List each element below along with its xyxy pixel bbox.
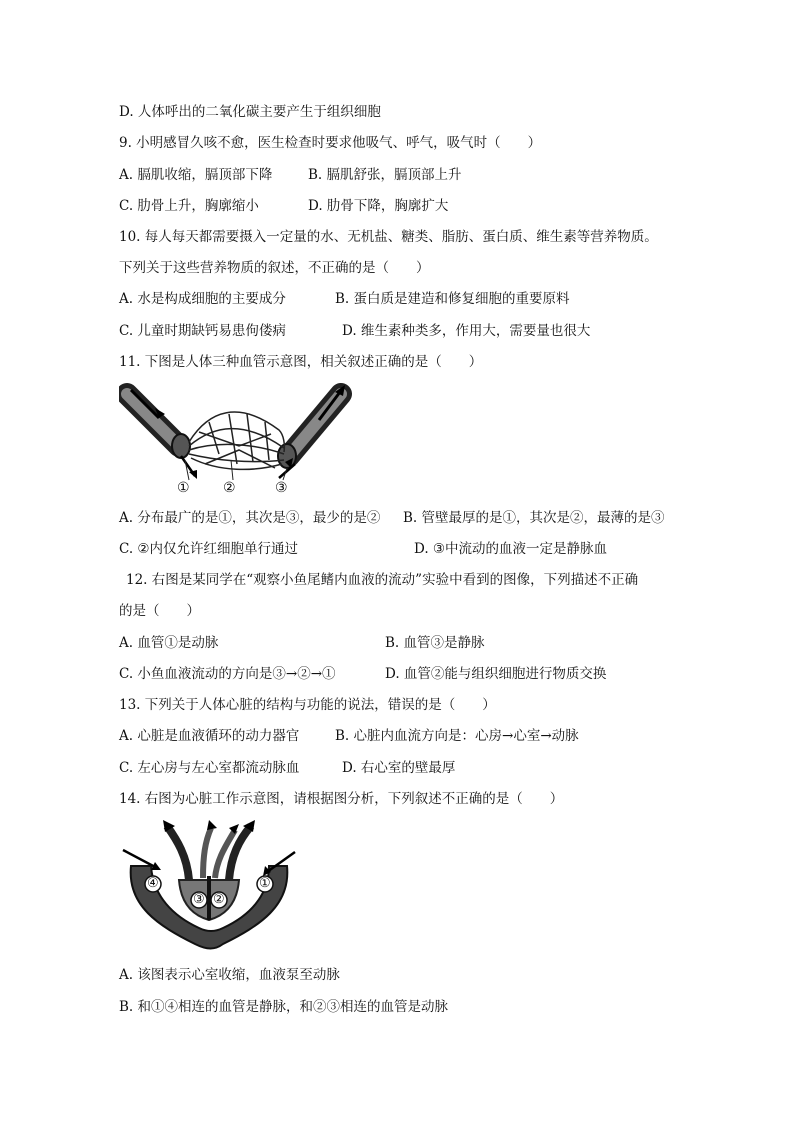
q9-option-d: D. 肋骨下降，胸廓扩大: [308, 198, 449, 214]
fig14-label-2: ②: [213, 892, 225, 907]
blood-vessels-figure: [119, 380, 359, 500]
q12-stem-line1: 12. 右图是某同学在“观察小鱼尾鳍内血液的流动”实验中看到的图像，下列描述不正确: [126, 572, 639, 588]
fig11-label-1: ①: [177, 480, 190, 496]
q11-option-d: D. ③中流动的血液一定是静脉血: [414, 541, 608, 557]
fig14-label-4: ④: [147, 876, 159, 891]
q13-option-a: A. 心脏是血液循环的动力器官: [119, 728, 300, 744]
q9-option-c: C. 肋骨上升，胸廓缩小: [119, 198, 259, 214]
q9-stem: 9. 小明感冒久咳不愈，医生检查时要求他吸气、呼气，吸气时（ ）: [119, 135, 542, 151]
blood-vessels-diagram: [119, 380, 359, 500]
q13-stem: 13. 下列关于人体心脏的结构与功能的说法，错误的是（ ）: [119, 697, 496, 713]
fig14-label-1: ①: [259, 876, 271, 891]
q9-option-a: A. 膈肌收缩，膈顶部下降: [119, 167, 273, 183]
q11-option-a: A. 分布最广的是①，其次是③，最少的是②: [119, 510, 381, 526]
q11-option-b: B. 管壁最厚的是①，其次是②，最薄的是③: [403, 510, 665, 526]
fig11-label-2: ②: [223, 480, 236, 496]
q13-option-d: D. 右心室的壁最厚: [342, 760, 456, 776]
q10-option-d: D. 维生素种类多，作用大，需要量也很大: [342, 323, 591, 339]
q12-option-c: C. 小鱼血液流动的方向是③→②→①: [119, 666, 336, 682]
q14-stem: 14. 右图为心脏工作示意图，请根据图分析，下列叙述不正确的是（ ）: [119, 791, 564, 807]
q8-option-d: D. 人体呼出的二氧化碳主要产生于组织细胞: [119, 104, 381, 120]
q10-option-a: A. 水是构成细胞的主要成分: [119, 291, 286, 307]
q11-option-c: C. ②内仅允许红细胞单行通过: [119, 541, 299, 557]
q10-option-c: C. 儿童时期缺钙易患佝偻病: [119, 323, 286, 339]
heart-diagram: [119, 816, 299, 952]
q14-option-b: B. 和①④相连的血管是静脉，和②③相连的血管是动脉: [119, 999, 449, 1015]
fig11-label-3: ③: [275, 480, 288, 496]
q10-stem-line2: 下列关于这些营养物质的叙述，不正确的是（ ）: [119, 260, 430, 276]
q12-option-d: D. 血管②能与组织细胞进行物质交换: [385, 666, 607, 682]
q12-option-b: B. 血管③是静脉: [385, 635, 485, 651]
q13-option-b: B. 心脏内血流方向是：心房→心室→动脉: [335, 728, 579, 744]
q10-stem-line1: 10. 每人每天都需要摄入一定量的水、无机盐、糖类、脂肪、蛋白质、维生素等营养物质。: [119, 229, 658, 245]
q12-option-a: A. 血管①是动脉: [119, 635, 219, 651]
q11-stem: 11. 下图是人体三种血管示意图，相关叙述正确的是（ ）: [119, 354, 483, 370]
q14-option-a: A. 该图表示心室收缩，血液泵至动脉: [119, 967, 340, 983]
q12-stem-line2: 的是（ ）: [119, 603, 200, 619]
q10-option-b: B. 蛋白质是建造和修复细胞的重要原料: [335, 291, 570, 307]
q13-option-c: C. 左心房与左心室都流动脉血: [119, 760, 300, 776]
heart-figure: [119, 816, 299, 952]
q9-option-b: B. 膈肌舒张，膈顶部上升: [308, 167, 462, 183]
fig14-label-3: ③: [193, 892, 205, 907]
